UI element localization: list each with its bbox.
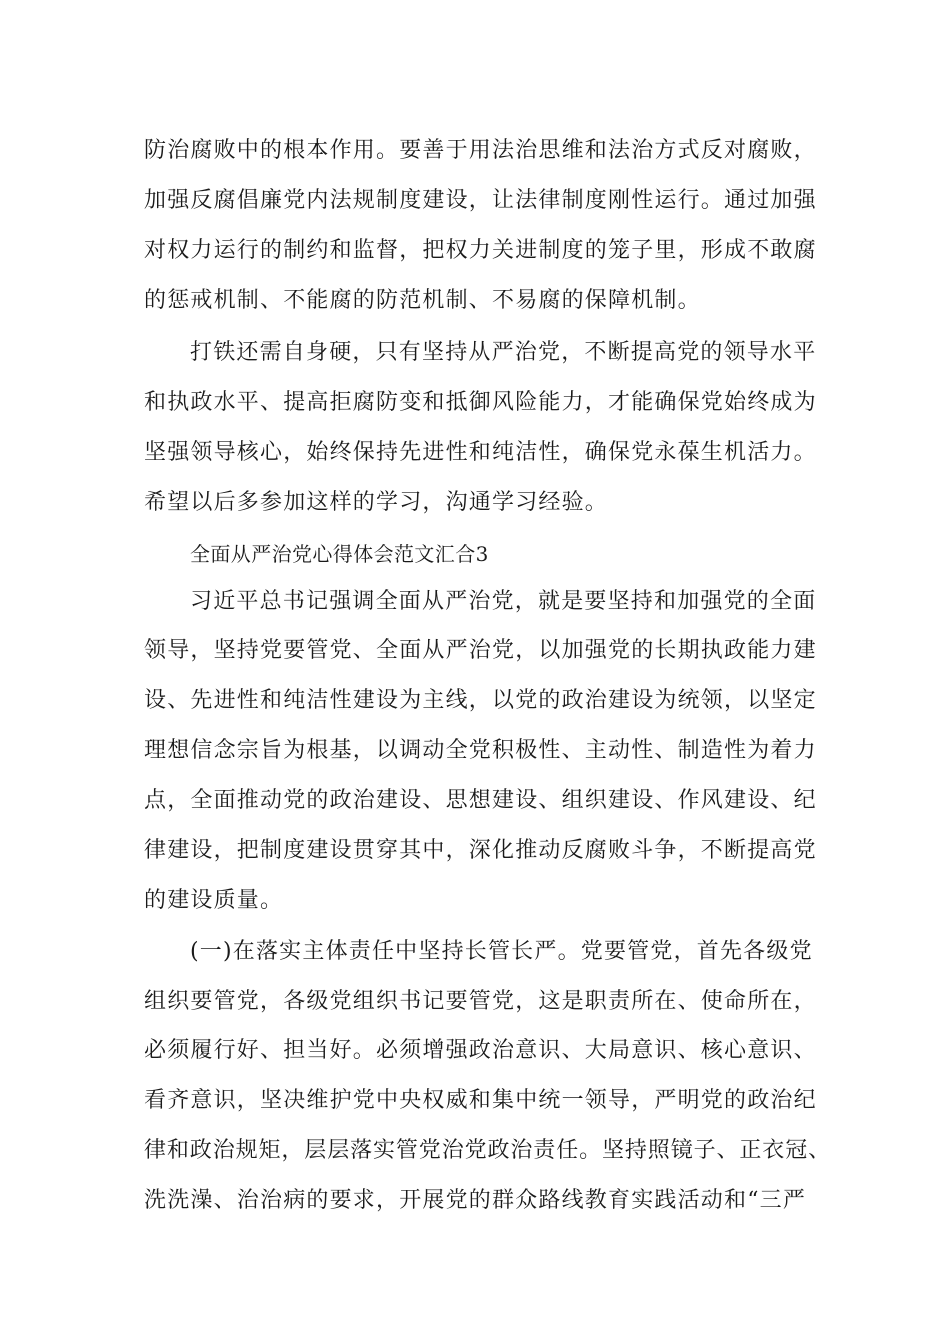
paragraph-line: 点，全面推动党的政治建设、思想建设、组织建设、作风建设、纪 — [144, 788, 817, 813]
paragraph-line: 防治腐败中的根本作用。要善于用法治思维和法治方式反对腐败， — [144, 138, 817, 163]
paragraph-line: 的建设质量。 — [144, 888, 284, 913]
paragraph-line: 组织要管党，各级党组织书记要管党，这是职责所在、使命所在， — [144, 989, 817, 1014]
paragraph-line: (一)在落实主体责任中坚持长管长严。党要管党，首先各级党 — [190, 939, 813, 964]
paragraph-line: 的惩戒机制、不能腐的防范机制、不易腐的保障机制。 — [144, 288, 701, 313]
paragraph-line: 希望以后多参加这样的学习，沟通学习经验。 — [144, 490, 609, 515]
paragraph-line: 律建设，把制度建设贯穿其中，深化推动反腐败斗争，不断提高党 — [144, 838, 817, 863]
paragraph-line: 律和政治规矩，层层落实管党治党政治责任。坚持照镜子、正衣冠、 — [144, 1138, 832, 1163]
paragraph-line: 打铁还需自身硬，只有坚持从严治党，不断提高党的领导水平 — [190, 340, 817, 365]
paragraph-line: 领导，坚持党要管党、全面从严治党，以加强党的长期执政能力建 — [144, 638, 817, 663]
paragraph-line: 必须履行好、担当好。必须增强政治意识、大局意识、核心意识、 — [144, 1038, 817, 1063]
paragraph-line: 加强反腐倡廉党内法规制度建设，让法律制度刚性运行。通过加强 — [144, 188, 817, 213]
paragraph-line: 坚强领导核心，始终保持先进性和纯洁性，确保党永葆生机活力。 — [144, 440, 817, 465]
paragraph-line: 洗洗澡、治治病的要求，开展党的群众路线教育实践活动和“三严 — [144, 1188, 807, 1213]
section-heading: 全面从严治党心得体会范文汇合3 — [190, 542, 489, 566]
paragraph-line: 设、先进性和纯洁性建设为主线，以党的政治建设为统领，以坚定 — [144, 688, 817, 713]
paragraph-line: 和执政水平、提高拒腐防变和抵御风险能力，才能确保党始终成为 — [144, 390, 817, 415]
paragraph-line: 习近平总书记强调全面从严治党，就是要坚持和加强党的全面 — [190, 589, 817, 614]
paragraph-line: 看齐意识，坚决维护党中央权威和集中统一领导，严明党的政治纪 — [144, 1088, 817, 1113]
paragraph-line: 理想信念宗旨为根基，以调动全党积极性、主动性、制造性为着力 — [144, 738, 817, 763]
paragraph-line: 对权力运行的制约和监督，把权力关进制度的笼子里，形成不敢腐 — [144, 238, 817, 263]
